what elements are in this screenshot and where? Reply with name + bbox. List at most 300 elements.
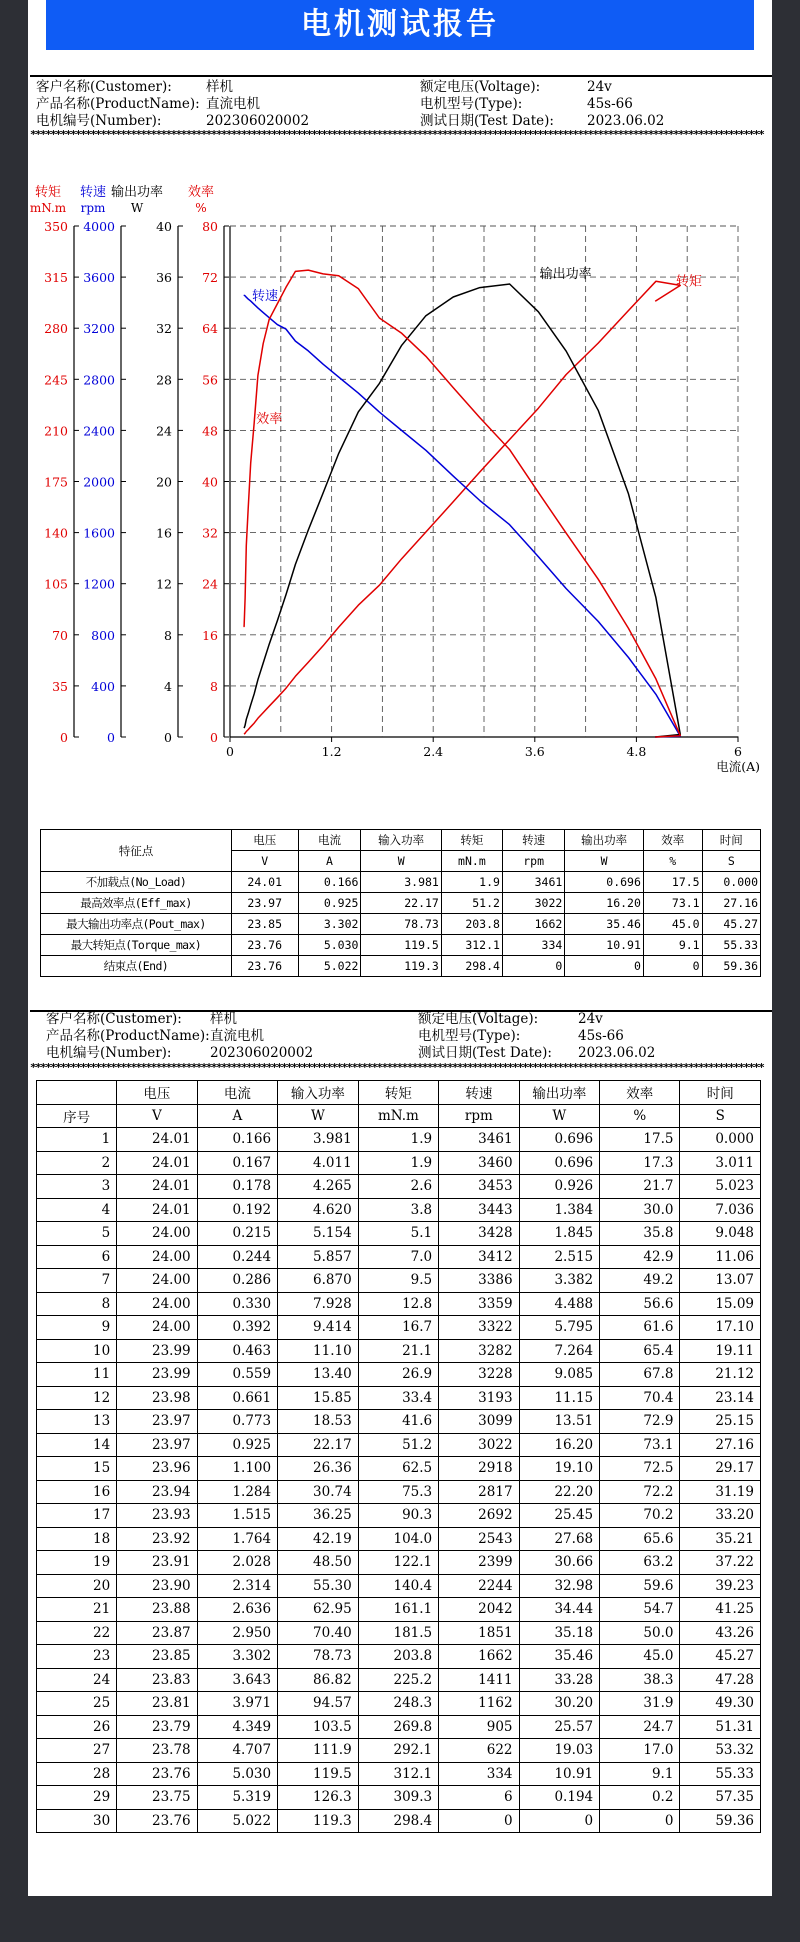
- data-cell: 111.9: [278, 1739, 359, 1763]
- table-row: [37, 1386, 761, 1410]
- data-cell: 3.981: [278, 1128, 359, 1152]
- voltage-value: 24v: [578, 1011, 603, 1027]
- data-cell: 21.7: [600, 1175, 680, 1199]
- y-tick-label: 3600: [83, 270, 115, 286]
- y-tick-label: 4000: [83, 219, 115, 234]
- table-row: [37, 1410, 761, 1434]
- table-row: [37, 1527, 761, 1551]
- data-cell: 45.27: [680, 1645, 761, 1669]
- data-header: 输入功率: [278, 1081, 359, 1105]
- row-index: 28: [37, 1762, 117, 1786]
- data-header: 效率: [600, 1081, 680, 1105]
- y-tick-label: 315: [44, 270, 68, 286]
- y-tick-label: 16: [156, 525, 172, 541]
- y-tick-label: 1200: [83, 576, 115, 592]
- header-top-rule: [30, 75, 772, 77]
- x-tick-label: 2.4: [423, 744, 444, 759]
- summary-cell: 0.925: [298, 893, 361, 914]
- data-cell: 622: [439, 1739, 519, 1763]
- data-cell: 86.82: [278, 1668, 359, 1692]
- row-index: 12: [37, 1386, 117, 1410]
- data-cell: 29.17: [680, 1457, 761, 1481]
- data-cell: 61.6: [600, 1316, 680, 1340]
- data-cell: 48.50: [278, 1551, 359, 1575]
- data-cell: 30.20: [519, 1692, 600, 1716]
- data-cell: 1.284: [197, 1480, 277, 1504]
- data-cell: 15.85: [278, 1386, 359, 1410]
- data-cell: 53.32: [680, 1739, 761, 1763]
- data-cell: 27.68: [519, 1527, 600, 1551]
- data-cell: 23.81: [117, 1692, 197, 1716]
- table-row: [37, 1621, 761, 1645]
- data-cell: 31.9: [600, 1692, 680, 1716]
- number-value: 202306020002: [210, 1045, 314, 1061]
- y-tick-label: 32: [156, 321, 172, 337]
- x-axis-label: 电流(A): [716, 759, 760, 774]
- data-cell: 21.12: [680, 1363, 761, 1387]
- data-cell: 23.97: [117, 1433, 197, 1457]
- data-cell: 4.265: [278, 1175, 359, 1199]
- data-cell: 225.2: [358, 1668, 438, 1692]
- data-cell: 0.661: [197, 1386, 277, 1410]
- row-index: 27: [37, 1739, 117, 1763]
- data-cell: 75.3: [358, 1480, 438, 1504]
- data-cell: 41.25: [680, 1598, 761, 1622]
- product-label: 产品名称(ProductName):: [36, 96, 200, 112]
- data-cell: 5.154: [278, 1222, 359, 1246]
- data-cell: 13.51: [519, 1410, 600, 1434]
- voltage-label: 额定电压(Voltage):: [420, 79, 541, 95]
- y-axis-title: 转矩: [34, 185, 62, 200]
- y-tick-label: 80: [202, 219, 218, 234]
- data-cell: 3022: [439, 1433, 519, 1457]
- table-row: [37, 1151, 761, 1175]
- y-axis-title: 效率: [187, 185, 215, 200]
- y-tick-label: 350: [44, 219, 68, 234]
- data-cell: 43.26: [680, 1621, 761, 1645]
- y-tick-label: 400: [91, 678, 115, 694]
- series-label: 效率: [256, 411, 283, 427]
- data-cell: 0.926: [519, 1175, 600, 1199]
- data-cell: 94.57: [278, 1692, 359, 1716]
- summary-cell: 3.981: [361, 872, 441, 893]
- date-label: 测试日期(Test Date):: [418, 1045, 552, 1061]
- data-cell: 3428: [439, 1222, 519, 1246]
- y-tick-label: 32: [202, 525, 218, 541]
- header2-left: [46, 1011, 314, 1062]
- data-cell: 298.4: [358, 1809, 438, 1833]
- y-tick-label: 2000: [83, 474, 115, 490]
- summary-cell: 59.36: [702, 956, 760, 977]
- data-cell: 309.3: [358, 1786, 438, 1810]
- row-index: 17: [37, 1504, 117, 1528]
- row-index: 13: [37, 1410, 117, 1434]
- data-cell: 0.463: [197, 1339, 277, 1363]
- data-cell: 3386: [439, 1269, 519, 1293]
- data-unit: mN.m: [358, 1104, 438, 1128]
- summary-cell: 24.01: [231, 872, 298, 893]
- data-cell: 73.1: [600, 1433, 680, 1457]
- y-tick-label: 1600: [83, 525, 115, 541]
- data-cell: 7.264: [519, 1339, 600, 1363]
- data-unit: 序号: [37, 1104, 117, 1128]
- data-cell: 50.0: [600, 1621, 680, 1645]
- data-cell: 36.25: [278, 1504, 359, 1528]
- data-cell: 3.971: [197, 1692, 277, 1716]
- data-cell: 31.19: [680, 1480, 761, 1504]
- data-cell: 15.09: [680, 1292, 761, 1316]
- y-tick-label: 2800: [83, 372, 115, 388]
- data-cell: 70.40: [278, 1621, 359, 1645]
- y-tick-label: 175: [44, 474, 68, 490]
- data-cell: 42.9: [600, 1245, 680, 1269]
- data-cell: 23.85: [117, 1645, 197, 1669]
- data-cell: 3.643: [197, 1668, 277, 1692]
- type-label: 电机型号(Type):: [418, 1028, 521, 1044]
- voltage-value: 24v: [587, 79, 612, 95]
- data-unit: W: [278, 1104, 359, 1128]
- data-cell: 23.78: [117, 1739, 197, 1763]
- x-tick-label: 6: [734, 744, 742, 759]
- data-cell: 54.7: [600, 1598, 680, 1622]
- data-cell: 905: [439, 1715, 519, 1739]
- data-cell: 0.215: [197, 1222, 277, 1246]
- table-row: [37, 1504, 761, 1528]
- data-cell: 13.40: [278, 1363, 359, 1387]
- y-axis-unit: mN.m: [29, 201, 67, 215]
- data-cell: 2.515: [519, 1245, 600, 1269]
- table-row: [37, 1645, 761, 1669]
- data-cell: 3099: [439, 1410, 519, 1434]
- data-cell: 1.384: [519, 1198, 600, 1222]
- y-axis-title: 输出功率: [110, 185, 164, 200]
- data-header: 时间: [680, 1081, 761, 1105]
- data-unit: rpm: [439, 1104, 519, 1128]
- row-index: 11: [37, 1363, 117, 1387]
- summary-header: 输入功率: [361, 830, 441, 851]
- data-cell: 13.07: [680, 1269, 761, 1293]
- customer-value: 样机: [210, 1011, 237, 1027]
- data-cell: 312.1: [358, 1762, 438, 1786]
- summary-cell: 27.16: [702, 893, 760, 914]
- data-cell: 2918: [439, 1457, 519, 1481]
- data-cell: 57.35: [680, 1786, 761, 1810]
- summary-cell: 45.0: [643, 914, 702, 935]
- summary-cell: 1.9: [441, 872, 502, 893]
- y-tick-label: 40: [202, 474, 218, 490]
- data-cell: 0.167: [197, 1151, 277, 1175]
- y-tick-label: 36: [156, 270, 172, 286]
- data-cell: 24.7: [600, 1715, 680, 1739]
- data-cell: 23.88: [117, 1598, 197, 1622]
- y-tick-label: 56: [202, 372, 218, 388]
- customer-label: 客户名称(Customer):: [36, 79, 172, 95]
- data-cell: 72.5: [600, 1457, 680, 1481]
- data-cell: 70.2: [600, 1504, 680, 1528]
- data-cell: 32.98: [519, 1574, 600, 1598]
- summary-header: 时间: [702, 830, 760, 851]
- table-row: [37, 1433, 761, 1457]
- data-cell: 10.91: [519, 1762, 600, 1786]
- table-row: [37, 1668, 761, 1692]
- data-cell: 90.3: [358, 1504, 438, 1528]
- data-cell: 2.314: [197, 1574, 277, 1598]
- row-index: 26: [37, 1715, 117, 1739]
- data-cell: 17.3: [600, 1151, 680, 1175]
- table-row: [37, 1269, 761, 1293]
- number-label: 电机编号(Number):: [36, 113, 162, 129]
- series-line-speed: [244, 295, 680, 737]
- summary-unit: mN.m: [441, 851, 502, 872]
- data-cell: 22.17: [278, 1433, 359, 1457]
- data-cell: 0.192: [197, 1198, 277, 1222]
- voltage-label: 额定电压(Voltage):: [418, 1011, 539, 1027]
- data-cell: 65.4: [600, 1339, 680, 1363]
- table-row: [37, 1363, 761, 1387]
- data-cell: 39.23: [680, 1574, 761, 1598]
- series-line-torque: [244, 281, 680, 734]
- row-index: 24: [37, 1668, 117, 1692]
- x-tick-label: 0: [226, 744, 234, 759]
- row-index: 5: [37, 1222, 117, 1246]
- date-value: 2023.06.02: [587, 113, 665, 129]
- y-tick-label: 245: [44, 372, 68, 388]
- data-cell: 9.414: [278, 1316, 359, 1340]
- data-cell: 4.349: [197, 1715, 277, 1739]
- data-cell: 7.0: [358, 1245, 438, 1269]
- data-cell: 23.76: [117, 1809, 197, 1833]
- data-cell: 0.000: [680, 1128, 761, 1152]
- data-cell: 22.20: [519, 1480, 600, 1504]
- data-cell: 19.10: [519, 1457, 600, 1481]
- y-tick-label: 800: [91, 627, 115, 643]
- table-row: [37, 1316, 761, 1340]
- data-cell: 51.31: [680, 1715, 761, 1739]
- data-cell: 27.16: [680, 1433, 761, 1457]
- data-cell: 24.01: [117, 1128, 197, 1152]
- summary-unit: A: [298, 851, 361, 872]
- number-label: 电机编号(Number):: [46, 1045, 172, 1061]
- y-tick-label: 280: [44, 321, 68, 337]
- data-cell: 4.707: [197, 1739, 277, 1763]
- summary-header: 转矩: [441, 830, 502, 851]
- data-cell: 119.5: [278, 1762, 359, 1786]
- data-cell: 23.97: [117, 1410, 197, 1434]
- data-cell: 3460: [439, 1151, 519, 1175]
- data-cell: 5.1: [358, 1222, 438, 1246]
- data-cell: 0.559: [197, 1363, 277, 1387]
- data-cell: 23.93: [117, 1504, 197, 1528]
- y-tick-label: 70: [52, 627, 68, 643]
- summary-cell: 23.85: [231, 914, 298, 935]
- table-row: [37, 1598, 761, 1622]
- data-cell: 2543: [439, 1527, 519, 1551]
- table-row: [37, 1739, 761, 1763]
- number-value: 202306020002: [206, 113, 310, 129]
- summary-cell: 23.97: [231, 893, 298, 914]
- data-cell: 51.2: [358, 1433, 438, 1457]
- data-cell: 62.95: [278, 1598, 359, 1622]
- data-cell: 25.57: [519, 1715, 600, 1739]
- summary-unit: V: [231, 851, 298, 872]
- data-cell: 1.764: [197, 1527, 277, 1551]
- data-cell: 0.194: [519, 1786, 600, 1810]
- row-index: 18: [37, 1527, 117, 1551]
- data-cell: 5.023: [680, 1175, 761, 1199]
- y-tick-label: 8: [164, 627, 172, 643]
- data-cell: 2042: [439, 1598, 519, 1622]
- x-tick-label: 4.8: [626, 744, 647, 759]
- data-cell: 41.6: [358, 1410, 438, 1434]
- data-cell: 119.3: [278, 1809, 359, 1833]
- performance-chart: [28, 170, 772, 790]
- data-cell: 1.9: [358, 1128, 438, 1152]
- data-unit: %: [600, 1104, 680, 1128]
- data-cell: 3193: [439, 1386, 519, 1410]
- data-cell: 1411: [439, 1668, 519, 1692]
- y-tick-label: 48: [202, 423, 218, 439]
- summary-header: 输出功率: [565, 830, 644, 851]
- summary-row: [41, 872, 761, 893]
- summary-cell: 51.2: [441, 893, 502, 914]
- data-cell: 72.9: [600, 1410, 680, 1434]
- summary-row-label: 最大输出功率点(Pout_max): [41, 914, 232, 935]
- row-index: 1: [37, 1128, 117, 1152]
- data-cell: 7.928: [278, 1292, 359, 1316]
- data-cell: 24.01: [117, 1151, 197, 1175]
- data-cell: 11.10: [278, 1339, 359, 1363]
- y-tick-label: 35: [52, 678, 68, 694]
- data-cell: 30.0: [600, 1198, 680, 1222]
- data-cell: 17.0: [600, 1739, 680, 1763]
- row-index: 2: [37, 1151, 117, 1175]
- data-cell: 0: [439, 1809, 519, 1833]
- customer-label: 客户名称(Customer):: [46, 1011, 182, 1027]
- data-cell: 18.53: [278, 1410, 359, 1434]
- data-cell: 3.302: [197, 1645, 277, 1669]
- y-tick-label: 16: [202, 627, 218, 643]
- data-cell: 5.030: [197, 1762, 277, 1786]
- data-cell: 0.392: [197, 1316, 277, 1340]
- data-cell: 16.7: [358, 1316, 438, 1340]
- data-cell: 30.74: [278, 1480, 359, 1504]
- data-cell: 4.011: [278, 1151, 359, 1175]
- data-cell: 0: [600, 1809, 680, 1833]
- summary-cell: 3022: [502, 893, 564, 914]
- data-cell: 104.0: [358, 1527, 438, 1551]
- y-tick-label: 64: [202, 321, 218, 337]
- row-index: 4: [37, 1198, 117, 1222]
- summary-cell: 119.3: [361, 956, 441, 977]
- table-row: [37, 1480, 761, 1504]
- series-line-efficiency: [244, 270, 680, 737]
- table-row: [37, 1245, 761, 1269]
- summary-unit: S: [702, 851, 760, 872]
- data-cell: 5.857: [278, 1245, 359, 1269]
- table-row: [37, 1222, 761, 1246]
- row-index: 29: [37, 1786, 117, 1810]
- data-cell: 35.21: [680, 1527, 761, 1551]
- data-cell: 12.8: [358, 1292, 438, 1316]
- summary-cell: 0: [643, 956, 702, 977]
- table-row: [37, 1574, 761, 1598]
- data-cell: 0.286: [197, 1269, 277, 1293]
- data-cell: 1.9: [358, 1151, 438, 1175]
- summary-cell: 73.1: [643, 893, 702, 914]
- summary-cell: 23.76: [231, 935, 298, 956]
- header2-right: [418, 1011, 656, 1062]
- report-title: 电机测试报告: [46, 0, 754, 50]
- data-cell: 1.845: [519, 1222, 600, 1246]
- data-cell: 63.2: [600, 1551, 680, 1575]
- y-tick-label: 24: [156, 423, 172, 439]
- data-cell: 0: [519, 1809, 600, 1833]
- table-row: [37, 1128, 761, 1152]
- data-header: 转速: [439, 1081, 519, 1105]
- type-value: 45s-66: [587, 96, 633, 112]
- summary-unit: rpm: [502, 851, 564, 872]
- data-cell: 4.488: [519, 1292, 600, 1316]
- data-cell: 62.5: [358, 1457, 438, 1481]
- data-cell: 11.06: [680, 1245, 761, 1269]
- summary-cell: 10.91: [565, 935, 644, 956]
- summary-row: [41, 914, 761, 935]
- y-tick-label: 12: [156, 576, 172, 592]
- data-cell: 23.99: [117, 1363, 197, 1387]
- data-cell: 24.01: [117, 1198, 197, 1222]
- summary-cell: 17.5: [643, 872, 702, 893]
- data-cell: 3322: [439, 1316, 519, 1340]
- row-index: 3: [37, 1175, 117, 1199]
- data-cell: 26.9: [358, 1363, 438, 1387]
- customer-value: 样机: [206, 79, 233, 95]
- data-cell: 5.319: [197, 1786, 277, 1810]
- data-cell: 67.8: [600, 1363, 680, 1387]
- test-data-table: [36, 1080, 761, 1833]
- data-cell: 23.79: [117, 1715, 197, 1739]
- data-cell: 23.90: [117, 1574, 197, 1598]
- data-cell: 11.15: [519, 1386, 600, 1410]
- data-cell: 34.44: [519, 1598, 600, 1622]
- y-tick-label: 24: [202, 576, 218, 592]
- data-cell: 24.00: [117, 1222, 197, 1246]
- data-cell: 23.99: [117, 1339, 197, 1363]
- date-label: 测试日期(Test Date):: [420, 113, 554, 129]
- data-cell: 59.36: [680, 1809, 761, 1833]
- summary-cell: 203.8: [441, 914, 502, 935]
- summary-cell: 0.166: [298, 872, 361, 893]
- data-cell: 181.5: [358, 1621, 438, 1645]
- data-cell: 3.011: [680, 1151, 761, 1175]
- row-index: 8: [37, 1292, 117, 1316]
- data-cell: 30.66: [519, 1551, 600, 1575]
- summary-cell: 0: [502, 956, 564, 977]
- data-cell: 9.085: [519, 1363, 600, 1387]
- data-cell: 6: [439, 1786, 519, 1810]
- data-cell: 56.6: [600, 1292, 680, 1316]
- data-cell: 126.3: [278, 1786, 359, 1810]
- feature-points-table: [40, 829, 761, 977]
- row-index: 9: [37, 1316, 117, 1340]
- data-cell: 35.46: [519, 1645, 600, 1669]
- row-index: 23: [37, 1645, 117, 1669]
- summary-header: 电压: [231, 830, 298, 851]
- data-cell: 122.1: [358, 1551, 438, 1575]
- data-cell: 2817: [439, 1480, 519, 1504]
- data-cell: 0.773: [197, 1410, 277, 1434]
- star-divider: **************************************************************************************************************************************************: [30, 130, 764, 141]
- data-cell: 5.795: [519, 1316, 600, 1340]
